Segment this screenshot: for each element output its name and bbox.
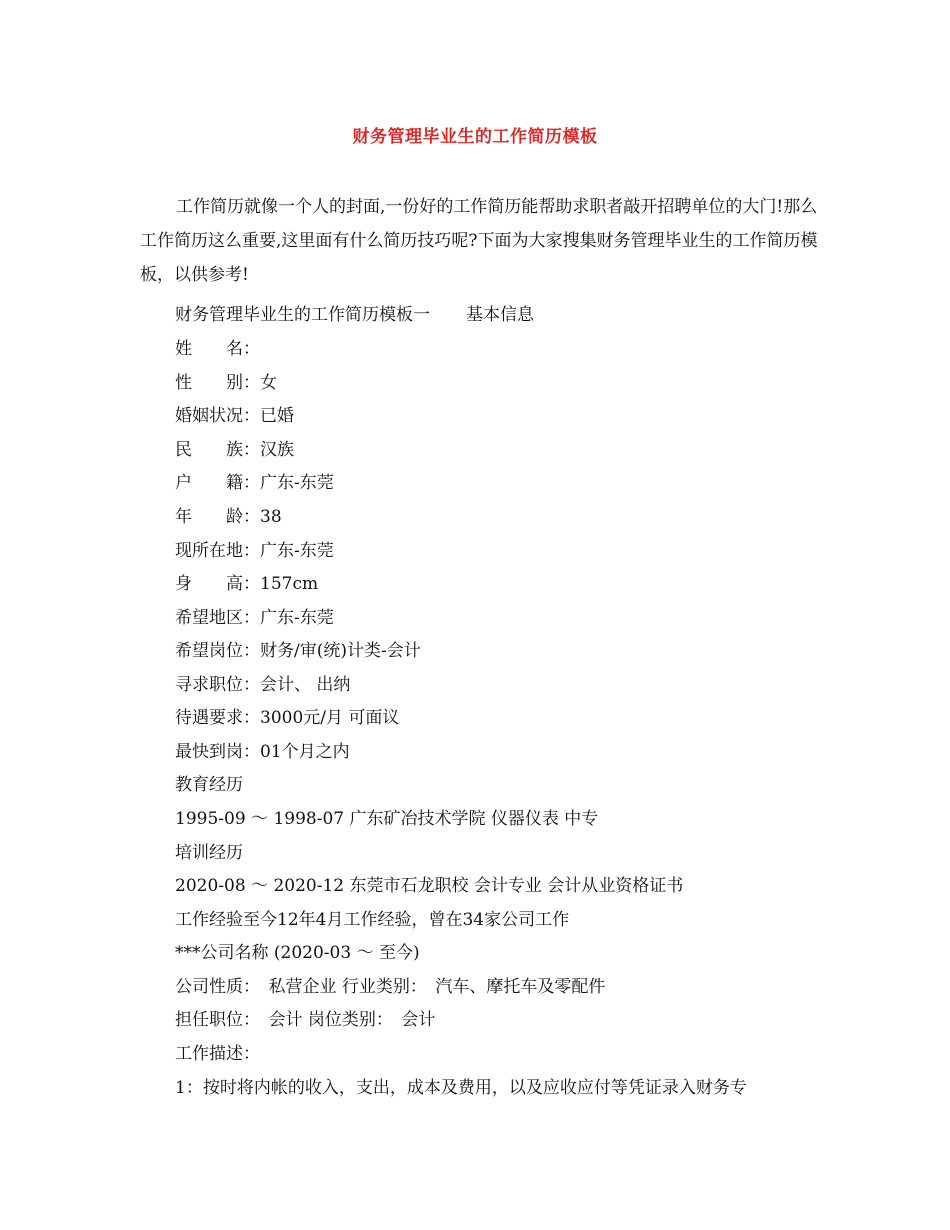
- description-heading: 工作描述：: [175, 1044, 260, 1064]
- field-label: 户 籍：: [175, 473, 260, 493]
- field-row-marital: [175, 401, 294, 426]
- section-title: 财务管理毕业生的工作简历模板一: [175, 305, 430, 325]
- company-nature: 公司性质： 私营企业 行业类别： 汽车、摩托车及零配件: [175, 977, 606, 997]
- intro-paragraph: [140, 190, 820, 292]
- field-row-age: [175, 502, 282, 527]
- description-line: 1：按时将内帐的收入，支出，成本及费用，以及应收应付等凭证录入财务专: [175, 1078, 747, 1098]
- training-heading: 培训经历: [175, 843, 243, 863]
- field-label: 寻求职位：: [175, 675, 260, 695]
- field-row-height: [175, 569, 318, 594]
- field-value: 汉族: [260, 440, 294, 460]
- field-row-salary: [175, 703, 399, 728]
- section-heading: [175, 300, 534, 325]
- intro-text: 工作简历就像一个人的封面,一份好的工作简历能帮助求职者敲开招聘单位的大门!那么工作简历这么重要,这里面有什么简历技巧呢?下面为大家搜集财务管理毕业生的工作简历模板，以供参考!: [140, 197, 818, 285]
- field-label: 最快到岗：: [175, 742, 260, 762]
- field-row-seeking: [175, 670, 350, 695]
- field-label: 婚姻状况：: [175, 406, 260, 426]
- field-row-gender: [175, 368, 277, 393]
- field-value: 3000元/月 可面议: [260, 708, 400, 728]
- field-value: 广东-东莞: [260, 541, 334, 561]
- field-value: 38: [260, 507, 282, 527]
- section-subtitle: 基本信息: [466, 305, 534, 325]
- company-entry: ***公司名称 (2020-03 ～ 至今): [175, 943, 420, 963]
- field-row-availability: [175, 737, 350, 762]
- field-row-name: [175, 334, 260, 359]
- field-value: 01个月之内: [260, 742, 350, 762]
- field-row-hukou: [175, 468, 334, 493]
- field-value: 财务/审(统)计类-会计: [260, 641, 421, 661]
- field-label: 希望地区：: [175, 608, 260, 628]
- education-entry: 1995-09 ～ 1998-07 广东矿冶技术学院 仪器仪表 中专: [175, 809, 599, 829]
- field-row-desired-post: [175, 636, 421, 661]
- field-value: 广东-东莞: [260, 473, 334, 493]
- field-label: 性 别：: [175, 373, 260, 393]
- field-row-ethnicity: [175, 435, 294, 460]
- field-label: 年 龄：: [175, 507, 260, 527]
- field-row-location: [175, 536, 334, 561]
- field-label: 姓 名：: [175, 339, 260, 359]
- field-row-desired-region: [175, 603, 334, 628]
- education-heading: 教育经历: [175, 775, 243, 795]
- field-label: 民 族：: [175, 440, 260, 460]
- training-entry: 2020-08 ～ 2020-12 东莞市石龙职校 会计专业 会计从业资格证书: [175, 876, 684, 896]
- field-label: 现所在地：: [175, 541, 260, 561]
- document-title: 财务管理毕业生的工作简历模板: [352, 127, 598, 147]
- field-value: 会计、 出纳: [260, 675, 351, 695]
- field-value: 已婚: [260, 406, 294, 426]
- field-value: 157cm: [260, 574, 319, 594]
- position-info: 担任职位： 会计 岗位类别： 会计: [175, 1010, 436, 1030]
- field-label: 待遇要求：: [175, 708, 260, 728]
- work-summary: 工作经验至今12年4月工作经验，曾在34家公司工作: [175, 910, 570, 930]
- field-value: 广东-东莞: [260, 608, 334, 628]
- field-label: 希望岗位：: [175, 641, 260, 661]
- field-value: 女: [260, 373, 277, 393]
- field-label: 身 高：: [175, 574, 260, 594]
